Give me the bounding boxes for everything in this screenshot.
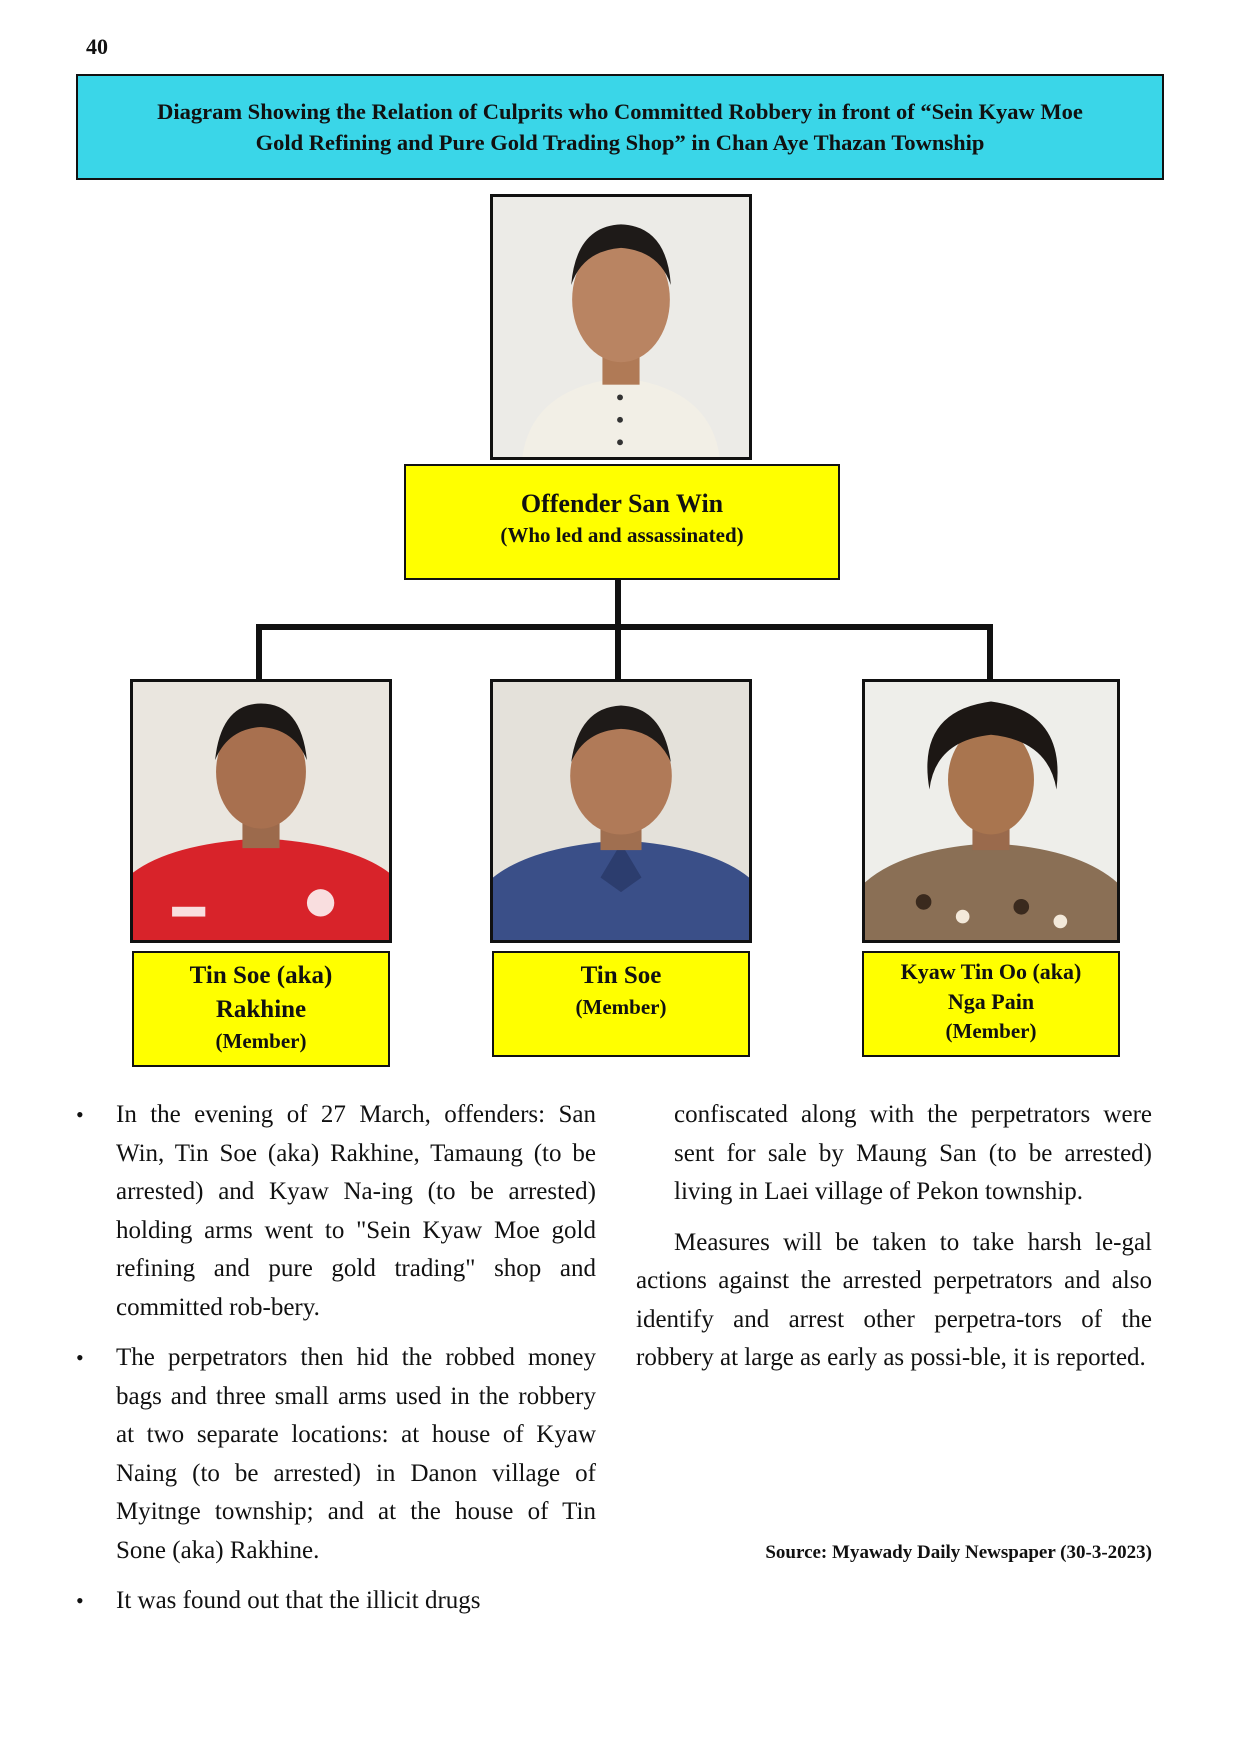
- leader-name: Offender San Win: [520, 489, 724, 518]
- closing-paragraph: Measures will be taken to take harsh le-gal actions against the arrested perpetrators and also identify and arrest other perpetra-tors of the robbery at large as early as possi-ble, it is reported.: [636, 1228, 1152, 1371]
- connector-horizontal: [256, 624, 993, 630]
- title-line-1: Diagram Showing the Relation of Culprits who Committed Robbery in front of “Sein Kyaw Moe: [157, 99, 1083, 124]
- body-left-column: [76, 1096, 596, 1633]
- bullet-list: [76, 1096, 596, 1621]
- connector-left: [256, 624, 262, 680]
- member-photo-2: [490, 679, 752, 943]
- member-3-role: (Member): [945, 1019, 1037, 1043]
- member-1-name-line-2: Rakhine: [215, 996, 307, 1023]
- connector-center: [615, 624, 621, 680]
- member-label-box-2: [492, 951, 750, 1057]
- diagram-title: [76, 74, 1164, 180]
- bullet-item-2: • The perpetrators then hid the robbed money bags and three small arms used in the robbery at two separate locations: at house of Kyaw Naing (to be arrested) in Danon village of Myitnge township; and at the house of Tin Sone (aka) Rakhine.: [76, 1339, 596, 1570]
- member-label-box-3: [862, 951, 1120, 1057]
- leader-label-box: [404, 464, 840, 580]
- member-photo-3: [862, 679, 1120, 943]
- leader-photo: [490, 194, 752, 460]
- member-label-box-1: [132, 951, 390, 1067]
- source-citation: Source: Myawady Daily Newspaper (30-3-2023): [765, 1542, 1152, 1563]
- member-1-role: (Member): [215, 1029, 307, 1053]
- connector-right: [987, 624, 993, 680]
- member-photo-1: [130, 679, 392, 943]
- member-3-name-line-1: Kyaw Tin Oo (aka): [900, 959, 1082, 984]
- bullet-item-1: • In the evening of 27 March, offenders: San Win, Tin Soe (aka) Rakhine, Tamaung (to be arrested) and Kyaw Na-ing (to be arrested) holding arms went to "Sein Kyaw Moe gold refining and pure gold trading" shop and committed rob-bery.: [76, 1096, 596, 1327]
- member-2-role: (Member): [575, 995, 667, 1019]
- body-right-column: [636, 1096, 1152, 1390]
- leader-role: (Who led and assassinated): [500, 523, 744, 547]
- member-1-name-line-1: Tin Soe (aka): [189, 962, 333, 989]
- member-2-name: Tin Soe: [580, 962, 662, 989]
- page-number: 40: [86, 34, 108, 59]
- connector-vertical-main: [615, 580, 621, 628]
- title-line-2: Gold Refining and Pure Gold Trading Shop” in Chan Aye Thazan Township: [255, 130, 985, 155]
- continuation-paragraph: confiscated along with the perpetrators were sent for sale by Maung San (to be arrested) living in Laei village of Pekon township.: [674, 1101, 1152, 1205]
- bullet-item-3: • It was found out that the illicit drugs: [76, 1582, 596, 1621]
- member-3-name-line-2: Nga Pain: [947, 989, 1035, 1014]
